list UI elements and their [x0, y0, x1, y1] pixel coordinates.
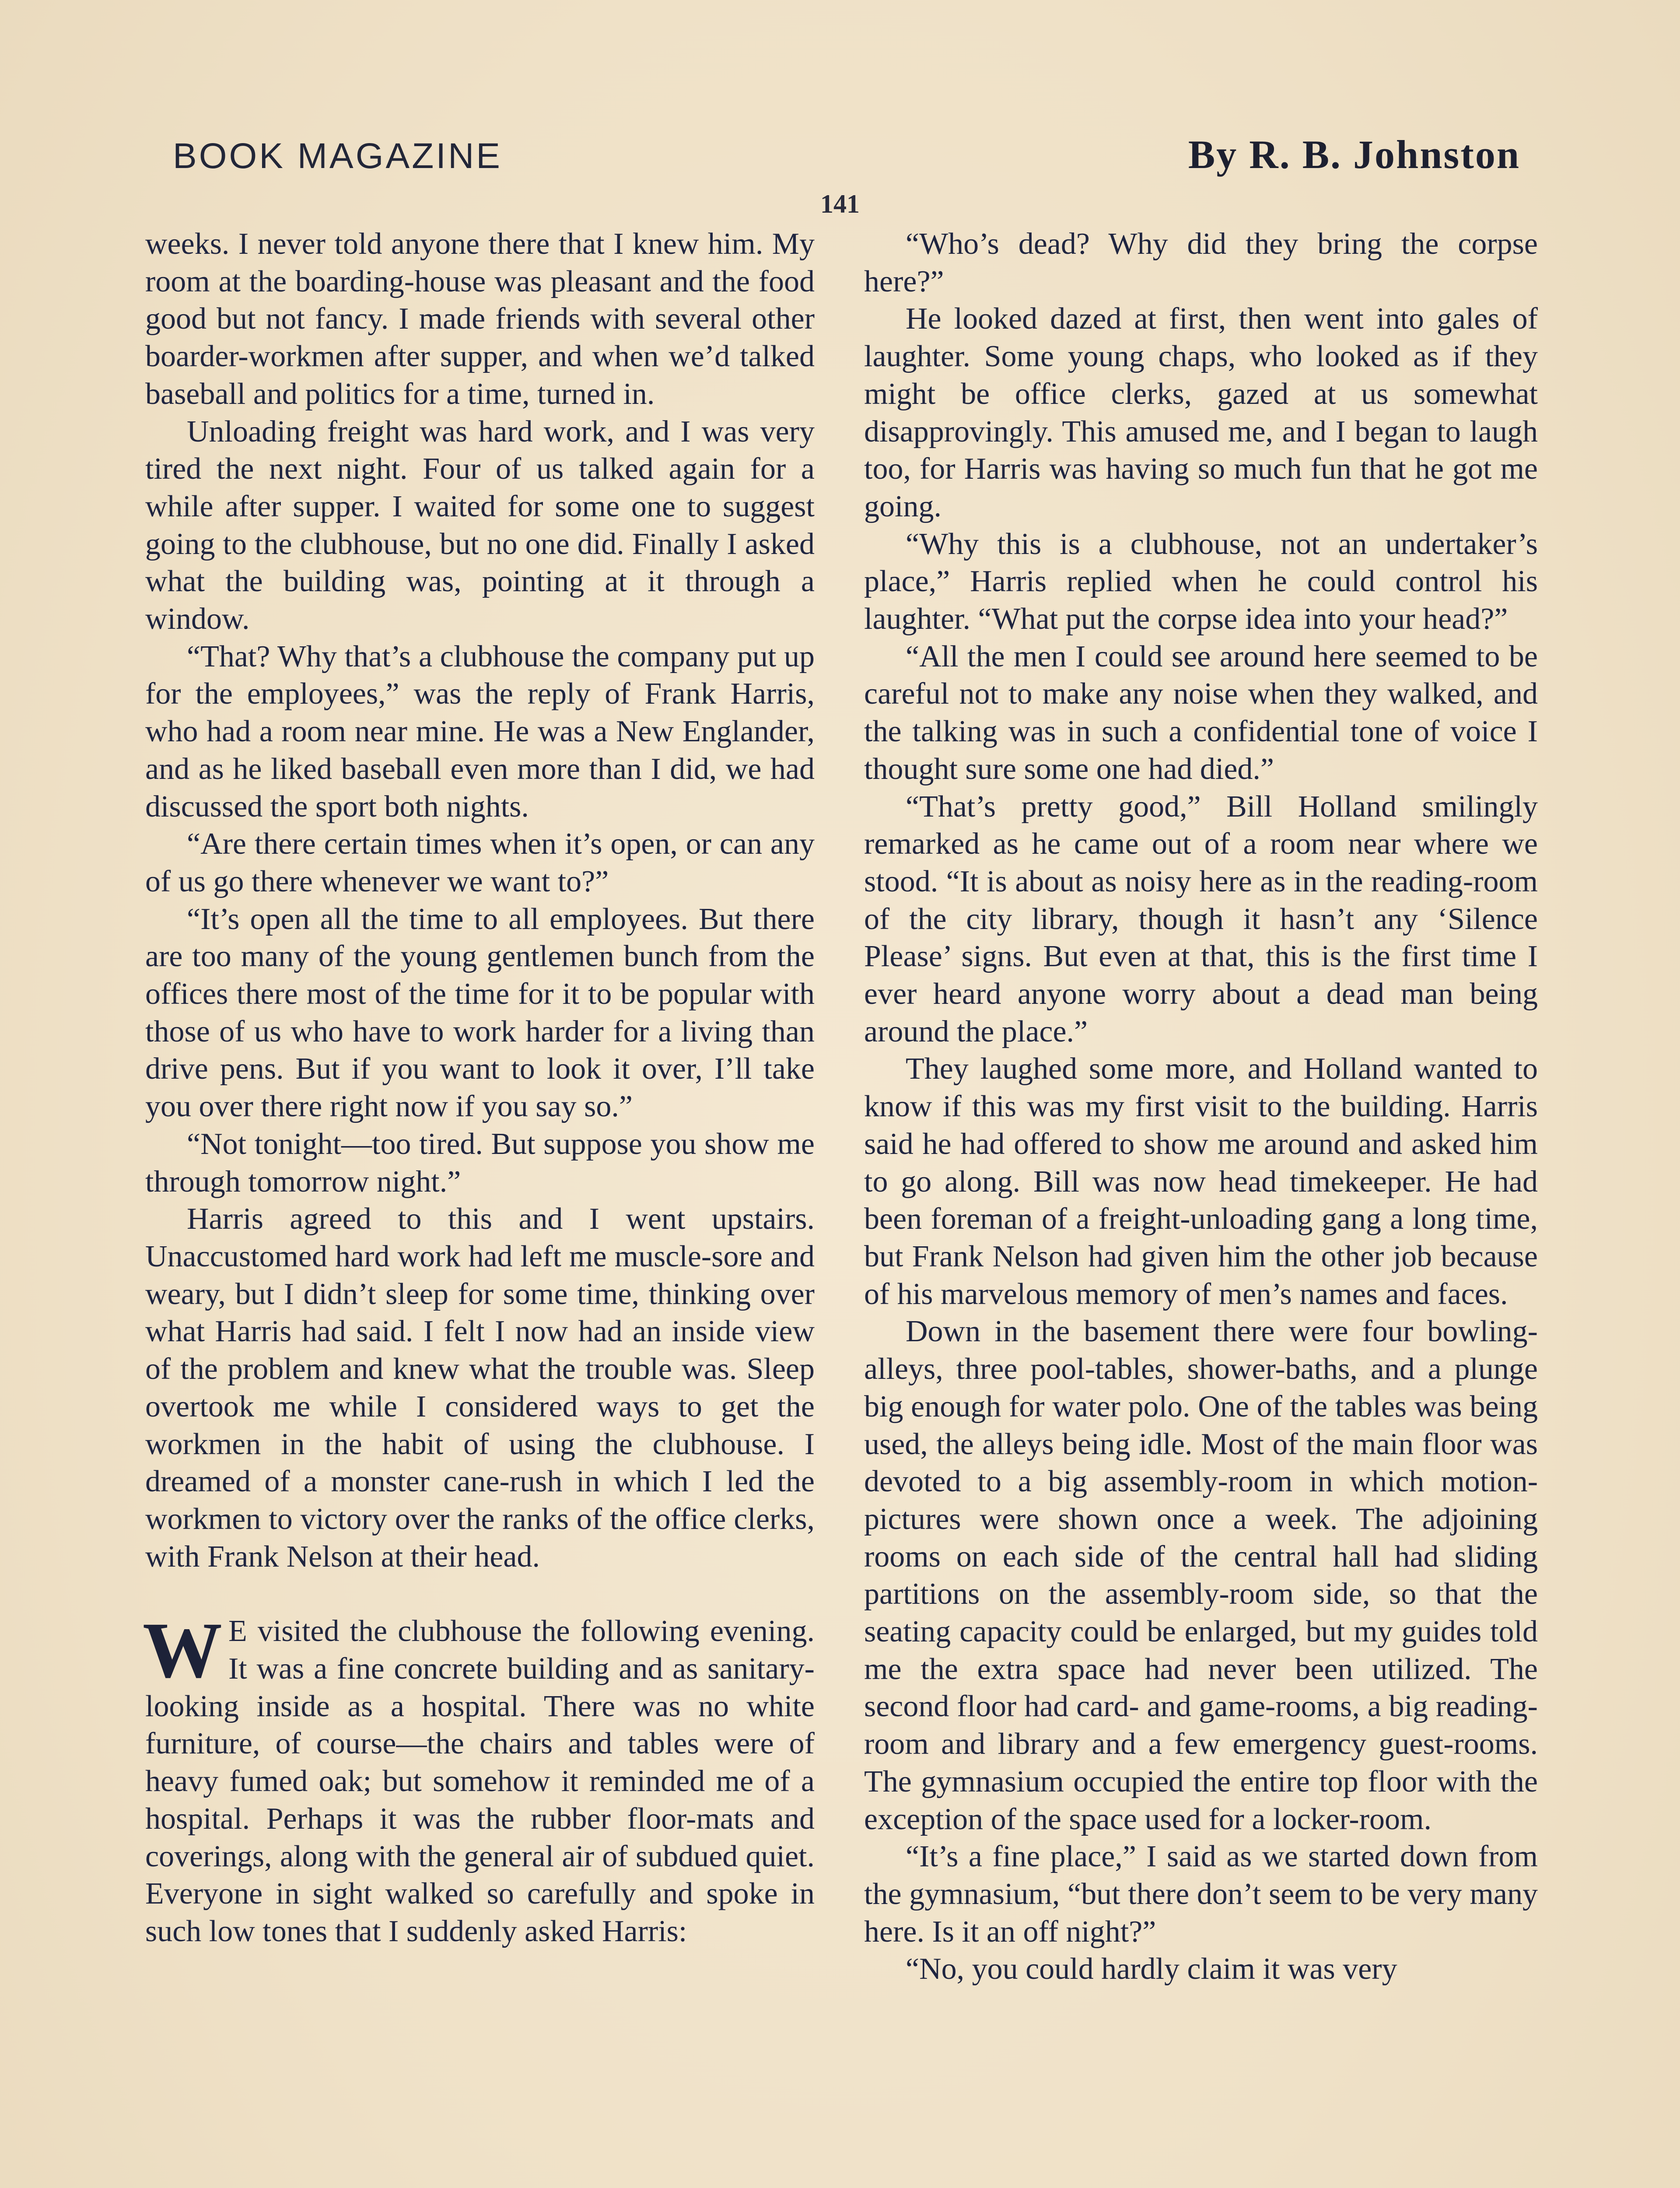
section-text: E visited the clubhouse the following evening. It was a fine concrete building and as sanitary-looking inside as a hospital. There was no white furniture, of course—the chairs and tables were of heavy fumed oak; but somehow it reminded me of a hospital. Perhaps it was the rubber floor-mats and coverings, along with the general air of subdued quiet. Everyone in sight walked so carefully and spoke in such low tones that I suddenly asked Harris:: [145, 1614, 815, 1948]
paragraph: weeks. I never told anyone there that I knew him. My room at the boarding-house was pleasant and the food good but not fancy. I made friends with several other boarder-workmen after supper, and when we’d talked baseball and politics for a time, turned in.: [145, 227, 815, 411]
paragraph: “That’s pretty good,” Bill Holland smilingly remarked as he came out of a room near where we stood. “It is about as noisy here as in the reading-room of the city library, though it hasn’t any ‘Silence Please’ signs. But even at that, this is the first time I ever heard anyone worry about a dead man being around the place.”: [864, 789, 1538, 1048]
paragraph: Unloading freight was hard work, and I was very tired the next night. Four of us talked again for a while after supper. I waited for some one to suggest going to the clubhouse, but no one did. Finally I asked what the building was, pointing at it through a window.: [145, 414, 815, 636]
publication-title: BOOK MAGAZINE: [173, 136, 502, 176]
paragraph: “Are there certain times when it’s open, or can any of us go there whenever we want to?”: [145, 827, 815, 898]
paragraph: “Why this is a clubhouse, not an undertaker’s place,” Harris replied when he could control his laughter. “What put the corpse idea into your head?”: [864, 527, 1538, 636]
right-column: [864, 225, 1538, 1988]
paragraph: They laughed some more, and Holland wanted to know if this was my first visit to the building. Harris said he had offered to show me around and asked him to go along. Bill was now head timekeeper. He had been foreman of a freight-unloading gang a long time, but Frank Nelson had given him the other job because of his marvelous memory of men’s names and faces.: [864, 1052, 1538, 1311]
section-paragraph: [143, 1606, 815, 1950]
paragraph: “Who’s dead? Why did they bring the corpse here?”: [864, 227, 1538, 298]
paragraph: “All the men I could see around here seemed to be careful not to make any noise when they walked, and the talking was in such a confidential tone of voice I thought sure some one had died.”: [864, 639, 1538, 786]
paragraph: “It’s a fine place,” I said as we started down from the gymnasium, “but there don’t seem to be very many here. Is it an off night?”: [864, 1840, 1538, 1949]
paragraph: Harris agreed to this and I went upstairs. Unaccustomed hard work had left me muscle-sore and weary, but I didn’t sleep for some time, thinking over what Harris had said. I felt I now had an inside view of the problem and knew what the trouble was. Sleep overtook me while I considered ways to get the workmen in the habit of using the clubhouse. I dreamed of a monster cane-rush in which I led the workmen to victory over the ranks of the office clerks, with Frank Nelson at their head.: [145, 1202, 815, 1574]
drop-cap: W: [143, 1606, 222, 1695]
running-head: [173, 131, 1520, 178]
paragraph: “No, you could hardly claim it was very: [906, 1952, 1397, 1986]
paragraph: He looked dazed at first, then went into gales of laughter. Some young chaps, who looked as if they might be office clerks, gazed at us somewhat disapprovingly. This amused me, and I began to laugh too, for Harris was having so much fun that he got me going.: [864, 302, 1538, 523]
page-number: 141: [820, 189, 860, 218]
paragraph: “It’s open all the time to all employees. But there are too many of the young gentlemen bunch from the offices there most of the time for it to be popular with those of us who have to work harder for a living than drive pens. But if you want to look it over, I’ll take you over there right now if you say so.”: [145, 902, 815, 1124]
paragraph: “That? Why that’s a clubhouse the company put up for the employees,” was the reply of Frank Harris, who had a room near mine. He was a New Englander, and as he liked baseball even more than I did, we had discussed the sport both nights.: [145, 639, 815, 824]
paragraph: Down in the basement there were four bowling-alleys, three pool-tables, shower-baths, and a plunge big enough for water polo. One of the tables was being used, the alleys being idle. Most of the main floor was devoted to a big assembly-room in which motion-pictures were shown once a week. The adjoining rooms on each side of the central hall had sliding partitions on the assembly-room side, so that the seating capacity could be enlarged, but my guides told me the extra space had never been utilized. The second floor had card- and game-rooms, a big reading-room and library and a few emergency guest-rooms. The gymnasium occupied the entire top floor with the exception of the space used for a locker-room.: [864, 1315, 1538, 1836]
author-byline: By R. B. Johnston: [1188, 132, 1520, 177]
paragraph: “Not tonight—too tired. But suppose you show me through tomorrow night.”: [145, 1127, 815, 1199]
left-column: [145, 225, 815, 1950]
